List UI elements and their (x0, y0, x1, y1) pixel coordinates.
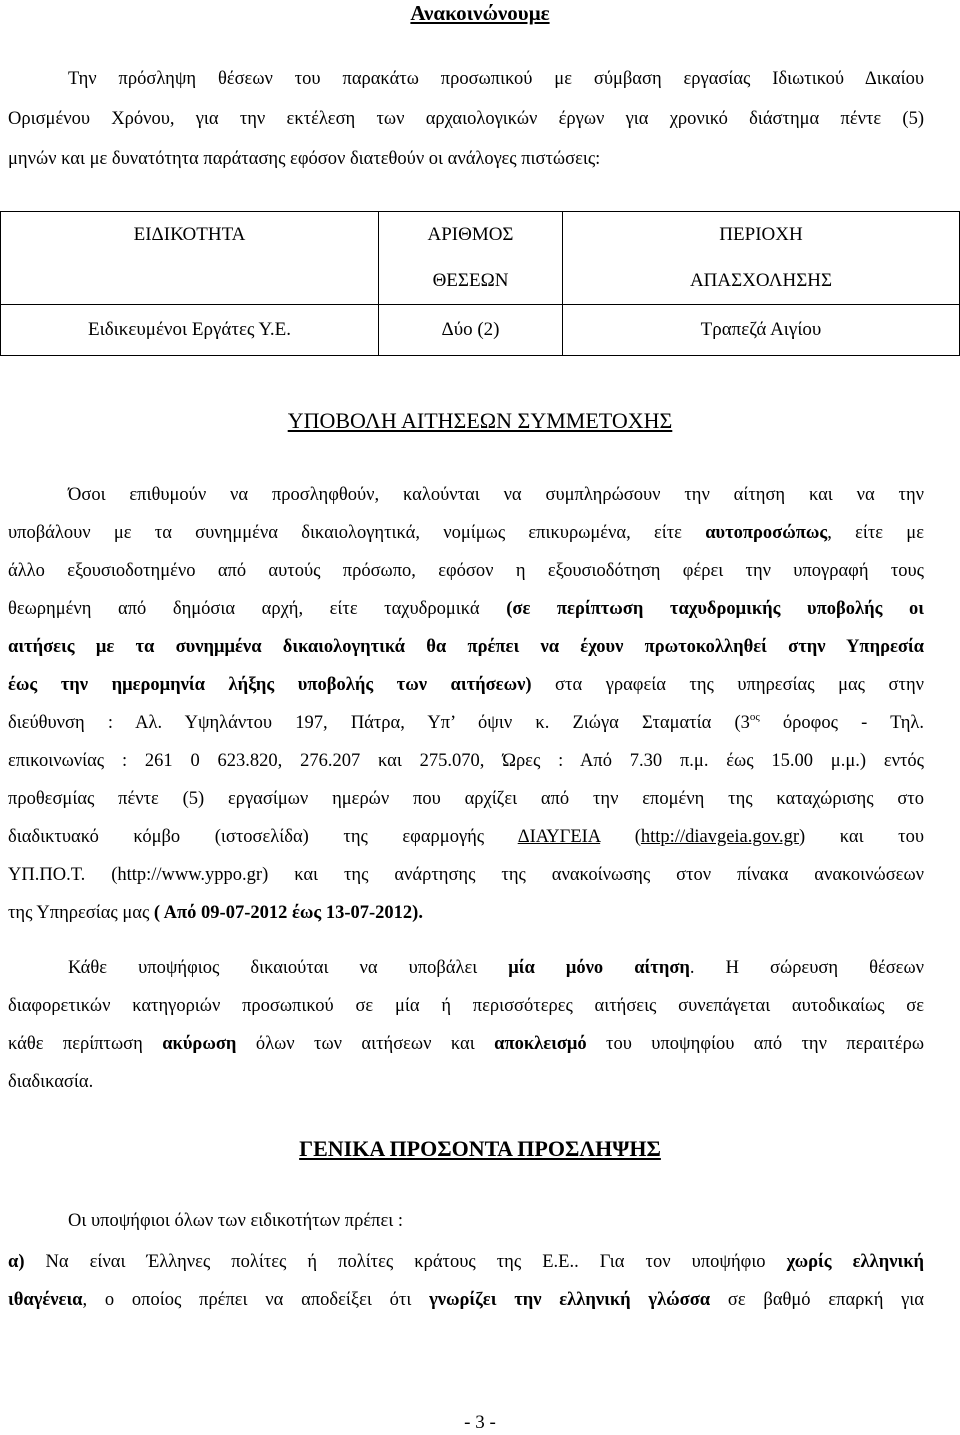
submission-line: Όσοι επιθυμούν να προσληφθούν, καλούνται να συμπληρώσουν την αίτηση και να την (68, 485, 924, 505)
requirements-title: ΓΕΝΙΚΑ ΠΡΟΣΟΝΤΑ ΠΡΟΣΛΗΨΗΣ (299, 1136, 661, 1161)
page-number: - 3 - (464, 1412, 496, 1433)
cell-specialty: Ειδικευμένοι Εργάτες Υ.Ε. (1, 305, 379, 356)
cell-area: Τραπεζά Αιγίου (563, 305, 960, 356)
header-area: ΠΕΡΙΟΧΗ ΑΠΑΣΧΟΛΗΣΗΣ (563, 212, 960, 305)
requirements-intro: Οι υποψήφιοι όλων των ειδικοτήτων πρέπει : (68, 1211, 403, 1231)
single-app-line: διαφορετικών κατηγοριών προσωπικού σε μία ή περισσότερες αιτήσεις συνεπάγεται αυτοδικαίως σε (8, 996, 924, 1016)
header-positions: ΑΡΙΘΜΟΣ ΘΕΣΕΩΝ (379, 212, 563, 305)
submission-line: έως την ημερομηνία λήξης υποβολής των αιτήσεων) στα γραφεία της υπηρεσίας μας στην (8, 675, 924, 695)
submission-line: επικοινωνίας : 261 0 623.820, 276.207 και 275.070, Ώρες : Από 7.30 π.μ. έως 15.00 μ.μ.) εντός (8, 751, 924, 771)
cell-positions: Δύο (2) (379, 305, 563, 356)
single-app-line: Κάθε υποψήφιος δικαιούται να υποβάλει μία μόνο αίτηση. Η σώρευση θέσεων (68, 958, 924, 978)
requirement-a-line: α) Να είναι Έλληνες πολίτες ή πολίτες κράτους της Ε.Ε.. Για τον υποψήφιο χωρίς ελληνική (8, 1252, 925, 1272)
submission-line: διαδικτυακό κόμβο (ιστοσελίδα) της εφαρμογής ΔΙΑΥΓΕΙΑ (http://diavgeia.gov.gr) και του (8, 827, 924, 847)
intro-line: Την πρόσληψη θέσεων του παρακάτω προσωπικού με σύμβαση εργασίας Ιδιωτικού Δικαίου (68, 69, 924, 89)
table-header-row (1, 212, 960, 305)
submission-line: προθεσμίας πέντε (5) εργασίμων ημερών που αρχίζει από την επομένη της καταχώρισης στο (8, 789, 924, 809)
requirement-a-line: ιθαγένεια, ο οποίος πρέπει να αποδείξει ότι γνωρίζει την ελληνική γλώσσα σε βαθμό επαρκή για (8, 1290, 924, 1310)
submission-title: ΥΠΟΒΟΛΗ ΑΙΤΗΣΕΩΝ ΣΥΜΜΕΤΟΧΗΣ (287, 408, 673, 433)
header-specialty: ΕΙΔΙΚΟΤΗΤΑ (1, 212, 379, 305)
diavgeia-link[interactable]: http://diavgeia.gov.gr (640, 827, 799, 847)
submission-line: της Υπηρεσίας μας ( Από 09-07-2012 έως 13-07-2012). (8, 903, 423, 923)
single-app-line: κάθε περίπτωση ακύρωση όλων των αιτήσεων και αποκλεισμό του υποψηφίου από την περαιτέρω (8, 1034, 924, 1054)
intro-line: μηνών και με δυνατότητα παράτασης εφόσον διατεθούν οι ανάλογες πιστώσεις: (8, 149, 601, 169)
submission-line: άλλο εξουσιοδοτημένο από αυτούς πρόσωπο, εφόσον η εξουσιοδότηση φέρει την υπογραφή τους (8, 561, 924, 581)
table-row (1, 305, 960, 356)
submission-line: διεύθυνση : Αλ. Υψηλάντου 197, Πάτρα, Υπ’ όψιν κ. Ζιώγα Σταματία ($3^{o\varsigma}$ όροφος - Τηλ. (8, 711, 924, 733)
submission-line: αιτήσεις με τα συνημμένα δικαιολογητικά θα πρέπει να έχουν πρωτοκολληθεί στην Υπηρεσία (8, 637, 924, 657)
submission-line: υποβάλουν με τα συνημμένα δικαιολογητικά, νομίμως επικυρωμένα, είτε αυτοπροσώπως, είτε με (8, 523, 924, 543)
submission-line: θεωρημένη από δημόσια αρχή, είτε ταχυδρομικά (σε περίπτωση ταχυδρομικής υποβολής οι (8, 599, 925, 619)
jobs-table (0, 211, 960, 356)
single-app-line: διαδικασία. (8, 1072, 94, 1092)
announcement-title: Ανακοινώνουμε (410, 1, 550, 25)
intro-line: Ορισμένου Χρόνου, για την εκτέλεση των αρχαιολογικών έργων για χρονικό διάστημα πέντε (5) (8, 109, 924, 129)
submission-line: ΥΠ.ΠΟ.Τ. (http://www.yppo.gr) και της ανάρτησης της ανακοίνωσης στον πίνακα ανακοινώσεων (8, 865, 924, 885)
